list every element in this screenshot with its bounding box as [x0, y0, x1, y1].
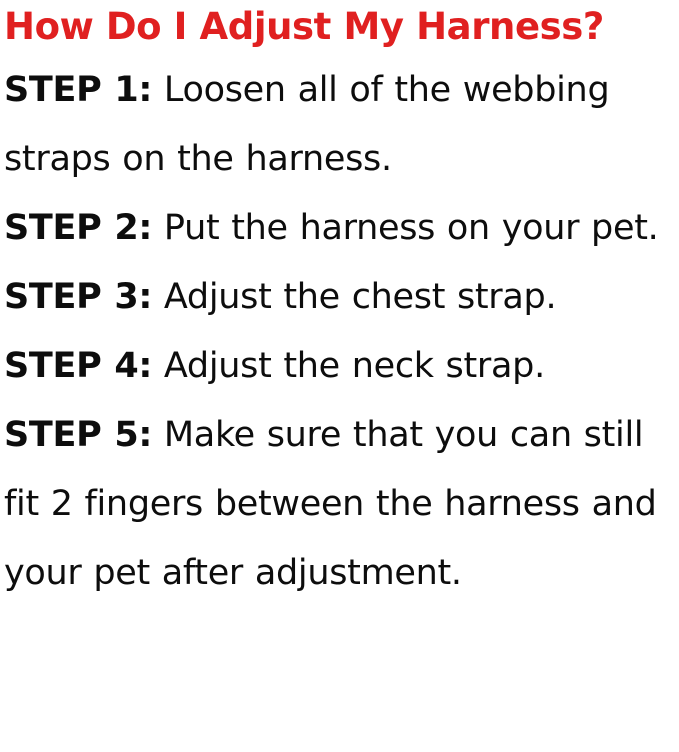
step-text: Loosen all of the webbing straps on the harness. [4, 70, 610, 179]
list-item [4, 194, 673, 263]
list-item [4, 401, 673, 608]
step-label: STEP 3: [4, 277, 153, 317]
step-text: Adjust the chest strap. [163, 277, 557, 317]
list-item [4, 332, 673, 401]
step-label: STEP 2: [4, 208, 153, 248]
step-label: STEP 1: [4, 70, 153, 110]
step-label: STEP 5: [4, 415, 153, 455]
step-label: STEP 4: [4, 346, 153, 386]
page-title: How Do I Adjust My Harness? [4, 5, 604, 48]
list-item [4, 263, 673, 332]
step-text: Adjust the neck strap. [163, 346, 545, 386]
step-text: Put the harness on your pet. [163, 208, 659, 248]
list-item [4, 56, 673, 194]
steps-list [4, 56, 673, 608]
step-text: Make sure that you can still fit 2 fingers between the harness and your pet after adjustment. [4, 415, 657, 593]
